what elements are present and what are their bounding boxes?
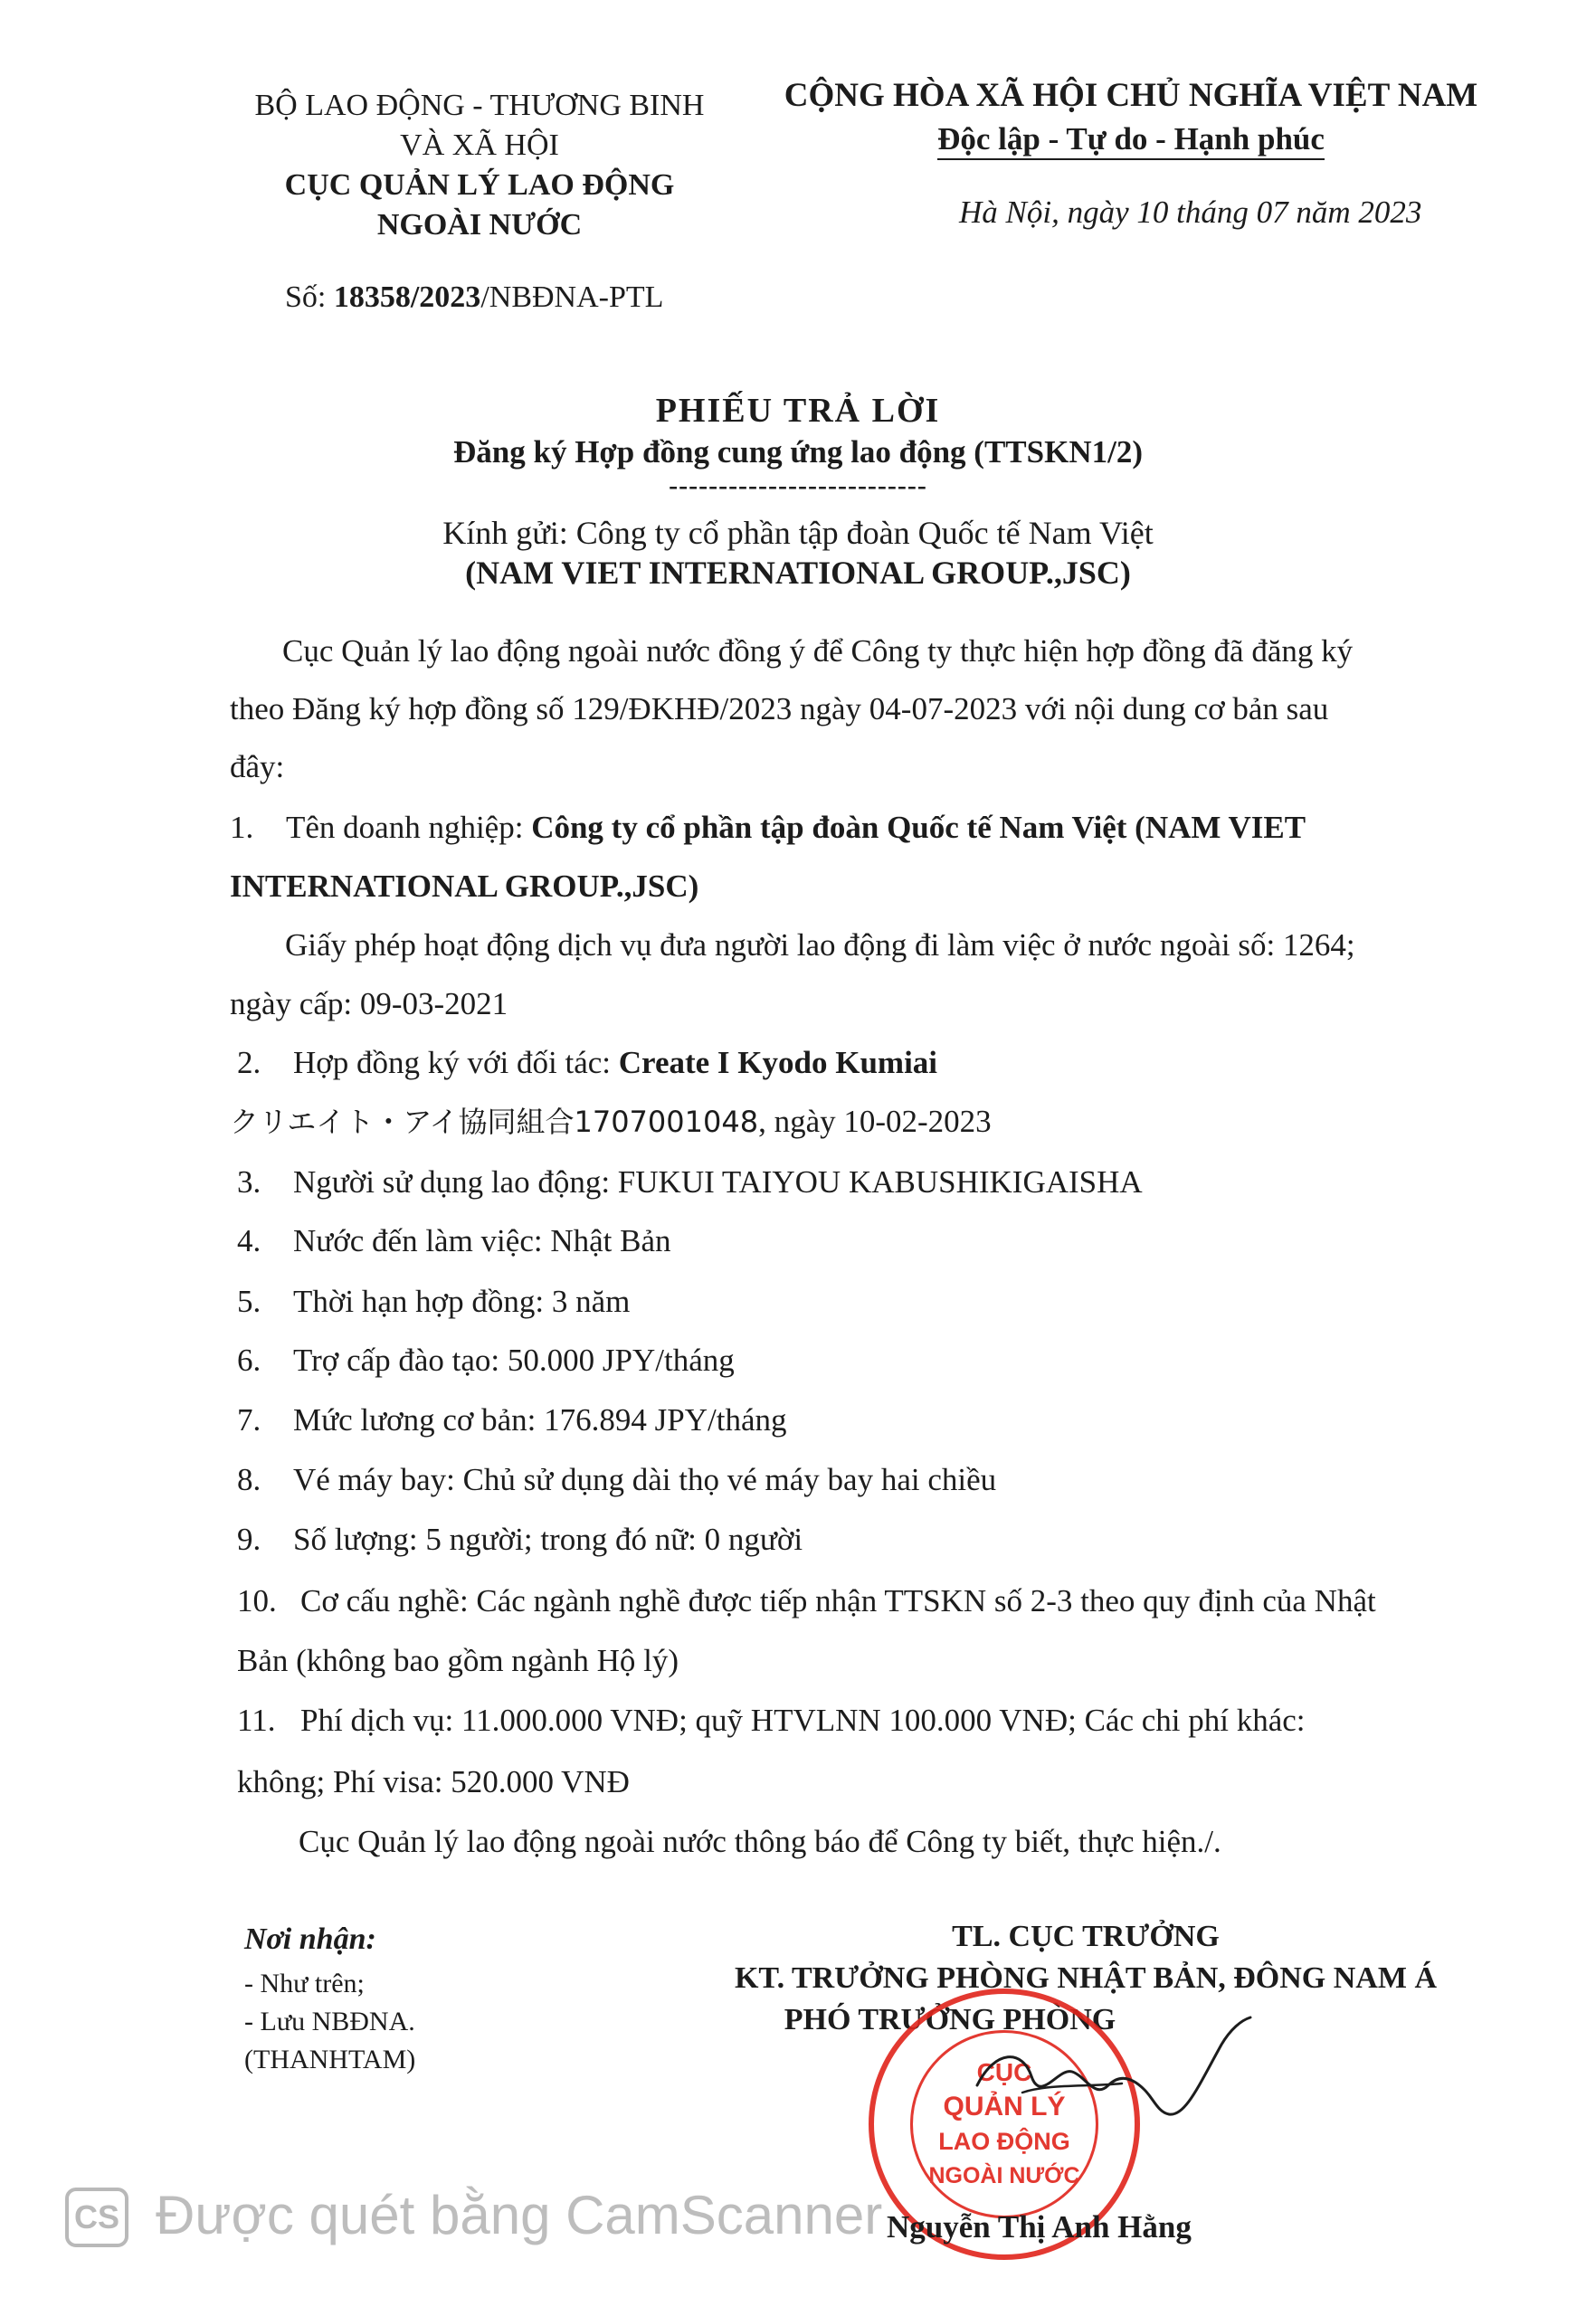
title-divider: -------------------------- bbox=[669, 470, 927, 500]
item-2-partner-code: クリエイト・アイ協同組合1707001048, ngày 10-02-2023 bbox=[230, 1104, 992, 1139]
closing-statement: Cục Quản lý lao động ngoài nước thông báo để Công ty biết, thực hiện./. bbox=[299, 1824, 1221, 1859]
item-10: 10. Cơ cấu nghề: Các ngành nghề được tiếp nhận TTSKN số 2-3 theo quy định của Nhật bbox=[237, 1583, 1376, 1618]
item-6: 6. Trợ cấp đào tạo: 50.000 JPY/tháng bbox=[237, 1343, 735, 1378]
item-8: 8. Vé máy bay: Chủ sử dụng dài thọ vé máy bay hai chiều bbox=[237, 1462, 997, 1497]
signature-title-2: KT. TRƯỞNG PHÒNG NHẬT BẢN, ĐÔNG NAM Á bbox=[734, 1961, 1438, 1995]
stamp-line-2: QUẢN LÝ bbox=[943, 2092, 1066, 2121]
item-2: 2. Hợp đồng ký với đối tác: Create I Kyodo Kumiai bbox=[237, 1045, 938, 1080]
license-line-2: ngày cấp: 09-03-2021 bbox=[230, 986, 508, 1021]
item-3: 3. Người sử dụng lao động: FUKUI TAIYOU KABUSHIKIGAISHA bbox=[237, 1164, 1143, 1200]
national-header bbox=[778, 74, 1484, 161]
item-1: 1. Tên doanh nghiệp: Công ty cổ phần tập đoàn Quốc tế Nam Việt (NAM VIET bbox=[230, 810, 1306, 845]
recipient-line: Kính gửi: Công ty cổ phần tập đoàn Quốc tế Nam Việt bbox=[442, 515, 1154, 551]
item-9: 9. Số lượng: 5 người; trong đó nữ: 0 người bbox=[237, 1522, 803, 1557]
signer-name: Nguyễn Thị Anh Hằng bbox=[887, 2209, 1192, 2245]
department-line-2: NGOÀI NƯỚC bbox=[376, 208, 583, 242]
recipient-3: (THANHTAM) bbox=[244, 2045, 416, 2074]
item-11-continued: không; Phí visa: 520.000 VNĐ bbox=[237, 1764, 630, 1799]
intro-line-2: theo Đăng ký hợp đồng số 129/ĐKHĐ/2023 ngày 04-07-2023 với nội dung cơ bản sau bbox=[230, 691, 1329, 726]
national-motto: Độc lập - Tự do - Hạnh phúc bbox=[937, 121, 1325, 160]
recipient-2: - Lưu NBĐNA. bbox=[244, 2007, 415, 2036]
camscanner-logo-icon: CS bbox=[65, 2188, 128, 2247]
handwritten-signature bbox=[959, 2013, 1258, 2149]
document-subtitle: Đăng ký Hợp đồng cung ứng lao động (TTSKN1/2) bbox=[453, 434, 1143, 470]
agency-header bbox=[226, 86, 733, 245]
department-line-1: CỤC QUẢN LÝ LAO ĐỘNG bbox=[284, 168, 675, 202]
item-7: 7. Mức lương cơ bản: 176.894 JPY/tháng bbox=[237, 1402, 787, 1438]
intro-line-3: đây: bbox=[230, 749, 285, 784]
document-number: Số: 18358/2023/NBĐNA-PTL bbox=[285, 280, 664, 314]
place-date: Hà Nội, ngày 10 tháng 07 năm 2023 bbox=[959, 195, 1422, 230]
ministry-line-1: BỘ LAO ĐỘNG - THƯƠNG BINH bbox=[254, 89, 705, 122]
camscanner-watermark: Được quét bằng CamScanner bbox=[156, 2185, 883, 2245]
signature-title-1: TL. CỤC TRƯỞNG bbox=[952, 1920, 1220, 1953]
item-5: 5. Thời hạn hợp đồng: 3 năm bbox=[237, 1284, 631, 1319]
item-10-continued: Bản (không bao gồm ngành Hộ lý) bbox=[237, 1643, 679, 1678]
country-name: CỘNG HÒA XÃ HỘI CHỦ NGHĨA VIỆT NAM bbox=[784, 77, 1478, 114]
intro-line-1: Cục Quản lý lao động ngoài nước đồng ý để Công ty thực hiện hợp đồng đã đăng ký bbox=[282, 633, 1354, 669]
recipient-1: - Như trên; bbox=[244, 1969, 365, 1998]
stamp-line-4: NGOÀI NƯỚC bbox=[928, 2163, 1080, 2188]
stamp-line-3: LAO ĐỘNG bbox=[938, 2128, 1070, 2155]
item-11: 11. Phí dịch vụ: 11.000.000 VNĐ; quỹ HTVLNN 100.000 VNĐ; Các chi phí khác: bbox=[237, 1703, 1306, 1738]
license-line-1: Giấy phép hoạt động dịch vụ đưa người lao động đi làm việc ở nước ngoài số: 1264; bbox=[285, 927, 1355, 963]
ministry-line-2: VÀ XÃ HỘI bbox=[400, 128, 559, 162]
recipient-english: (NAM VIET INTERNATIONAL GROUP.,JSC) bbox=[465, 555, 1131, 591]
stamp-line-1: CỤC bbox=[976, 2058, 1032, 2086]
signature-title-3: PHÓ TRƯỞNG PHÒNG bbox=[784, 2003, 1116, 2036]
document-title: PHIẾU TRẢ LỜI bbox=[655, 392, 941, 430]
item-4: 4. Nước đến làm việc: Nhật Bản bbox=[237, 1223, 671, 1258]
recipients-title: Nơi nhận: bbox=[244, 1922, 376, 1956]
item-1-continued: INTERNATIONAL GROUP.,JSC) bbox=[230, 868, 699, 904]
